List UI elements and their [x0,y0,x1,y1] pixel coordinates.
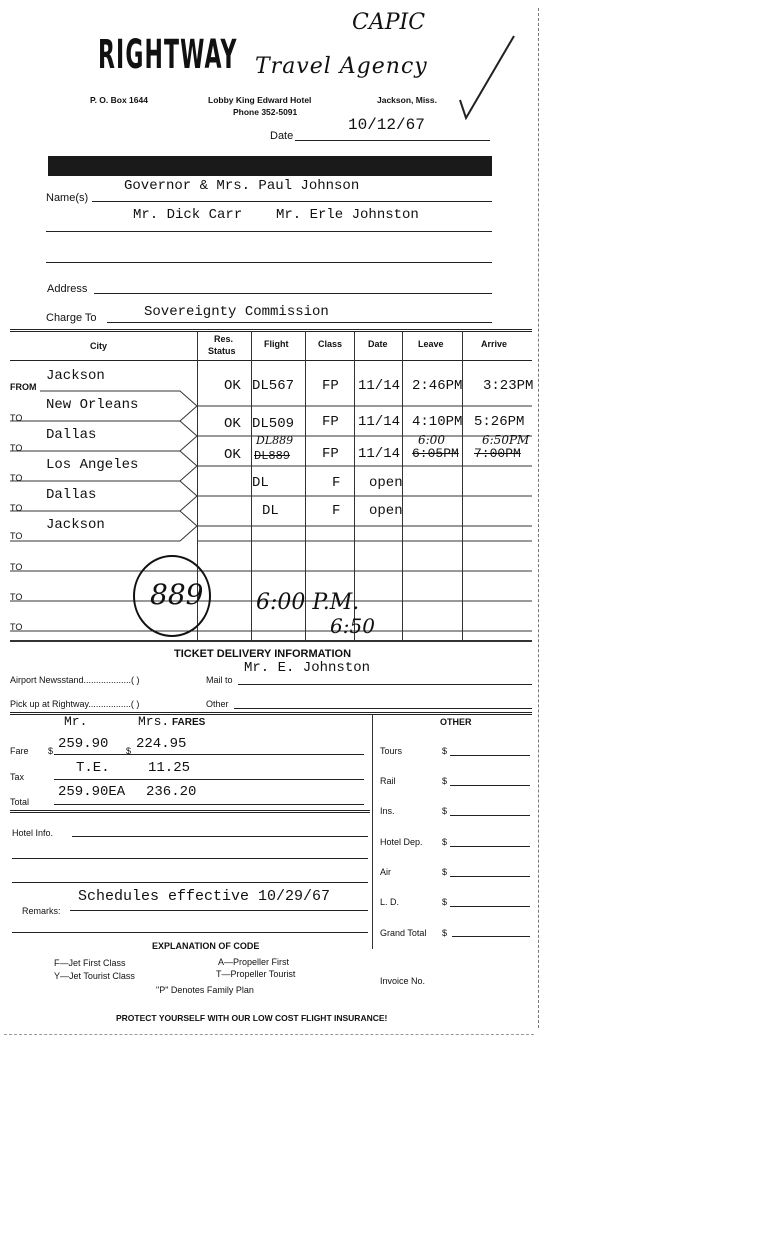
other-title: OTHER [440,717,472,727]
header-leave: Leave [418,339,444,349]
row1-status: OK [224,378,241,394]
row3-arrive-handwritten: 6:50PM [482,433,530,447]
row2-date: 11/14 [358,414,401,430]
other-hotel-dep: Hotel Dep. [380,837,423,847]
row3-leave-handwritten: 6:00 [418,433,445,447]
other-dollar-6: $ [442,897,448,907]
to-label-3: TO [10,473,23,483]
pickup-label: Pick up at Rightway.................( ) [10,699,140,709]
other-dollar-5: $ [442,867,448,877]
fares-col-mrs: Mrs. [138,714,170,729]
header-status: Status [208,346,236,356]
to-label-2: TO [10,443,23,453]
to-label-5: TO [10,531,23,541]
agency-city: Jackson, Miss. [377,95,438,105]
mail-to-label: Mail to [206,675,233,685]
checkmark-icon [452,30,522,120]
other-label: Other [206,699,229,709]
address-label: Address [47,283,88,295]
other-tours: Tours [380,746,403,756]
agency-logo: RIGHTWAY [98,32,238,78]
total-mr: 259.90EA [58,784,126,800]
other-air: Air [380,867,391,877]
other-ins: Ins. [380,806,395,816]
header-city: City [90,341,108,351]
handwritten-note-top: CAPIC [352,10,426,35]
tax-mr: T.E. [76,760,110,776]
row1-leave: 2:46PM [412,378,463,394]
code-f: F—Jet First Class [54,958,126,968]
fares-title: FARES [172,717,206,728]
row3-date: 11/14 [358,446,401,462]
header-class: Class [318,339,343,349]
name-line-2b: Mr. Erle Johnston [276,207,419,223]
city-3: Dallas [46,427,97,443]
other-dollar-1: $ [442,746,448,756]
row3-flight-handwritten: DL889 [256,434,294,447]
row1-date: 11/14 [358,378,401,394]
remarks-value: Schedules effective 10/29/67 [78,888,331,905]
header-res: Res. [214,334,234,344]
to-label-6: TO [10,562,23,572]
header-flight: Flight [264,339,289,349]
other-grand-total: Grand Total [380,928,427,938]
other-dollar-4: $ [442,837,448,847]
date-label: Date [270,130,294,142]
invoice-label: Invoice No. [380,976,426,986]
name-line-2a: Mr. Dick Carr [133,207,243,223]
city-6: Jackson [46,517,105,533]
other-dollar-7: $ [442,928,448,938]
row1-class: FP [322,378,339,394]
row4-flight: DL [252,475,269,491]
total-mrs: 236.20 [146,784,197,800]
other-ld: L. D. [380,897,400,907]
code-p: "P" Denotes Family Plan [156,985,254,995]
row5-flight: DL [262,503,279,519]
mail-to-value: Mr. E. Johnston [244,660,371,676]
to-label-7: TO [10,592,23,602]
row4-date: open [369,475,403,491]
po-box: P. O. Box 1644 [90,95,148,105]
row1-arrive: 3:23PM [483,378,534,394]
row4-class: F [332,475,341,491]
city-5: Dallas [46,487,97,503]
code-a: A—Propeller First [218,957,290,967]
tax-mrs: 11.25 [148,760,191,776]
agency-location: Lobby King Edward Hotel [208,95,312,105]
fare-mr: 259.90 [58,736,109,752]
row1-flight: DL567 [252,378,295,394]
airport-newsstand: Airport Newsstand...................( ) [10,675,140,685]
fare-mrs: 224.95 [136,736,187,752]
row3-class: FP [322,446,339,462]
circled-number: 889 [150,578,204,611]
fare-dollar-b: $ [126,746,132,756]
city-2: New Orleans [46,397,139,413]
insurance-note: PROTECT YOURSELF WITH OUR LOW COST FLIGHT INSURANCE! [116,1013,388,1023]
city-1: Jackson [46,368,105,384]
code-y: Y—Jet Tourist Class [54,971,135,981]
row3-flight-crossed: DL889 [254,449,291,463]
row5-class: F [332,503,341,519]
name-line-1: Governor & Mrs. Paul Johnson [124,178,360,194]
fares-col-mr: Mr. [64,714,88,729]
header-bar [48,156,492,176]
agency-subtitle: Travel Agency [255,54,428,79]
fare-dollar-a: $ [48,746,54,756]
other-dollar-3: $ [442,806,448,816]
city-4: Los Angeles [46,457,139,473]
other-rail: Rail [380,776,396,786]
row2-status: OK [224,416,241,432]
row3-leave-crossed: 6:05PM [412,446,459,461]
from-label: FROM [10,382,37,392]
to-label-4: TO [10,503,23,513]
to-label-1: TO [10,413,23,423]
remarks-label: Remarks: [22,906,61,916]
row2-leave: 4:10PM [412,414,463,430]
row2-class: FP [322,414,339,430]
charge-to-label: Charge To [46,312,97,324]
agency-phone: Phone 352-5091 [233,107,298,117]
tax-label: Tax [10,772,25,782]
header-date: Date [368,339,388,349]
row2-arrive: 5:26PM [474,414,525,430]
total-label: Total [10,797,30,807]
to-label-8: TO [10,622,23,632]
charge-to-value: Sovereignty Commission [144,304,329,320]
date-value: 10/12/67 [348,116,425,134]
handwritten-arrive: 6:50 [330,614,375,638]
row3-status: OK [224,447,241,463]
row2-flight: DL509 [252,416,295,432]
header-arrive: Arrive [481,339,508,349]
row3-arrive-crossed: 7:00PM [474,446,521,461]
hotel-info-label: Hotel Info. [12,828,54,838]
fare-label: Fare [10,746,29,756]
delivery-title: TICKET DELIVERY INFORMATION [174,648,352,660]
row5-date: open [369,503,403,519]
handwritten-time: 6:00 P.M. [256,590,360,615]
code-title: EXPLANATION OF CODE [152,941,260,951]
code-t: T—Propeller Tourist [216,969,296,979]
names-label: Name(s) [46,192,89,204]
other-dollar-2: $ [442,776,448,786]
